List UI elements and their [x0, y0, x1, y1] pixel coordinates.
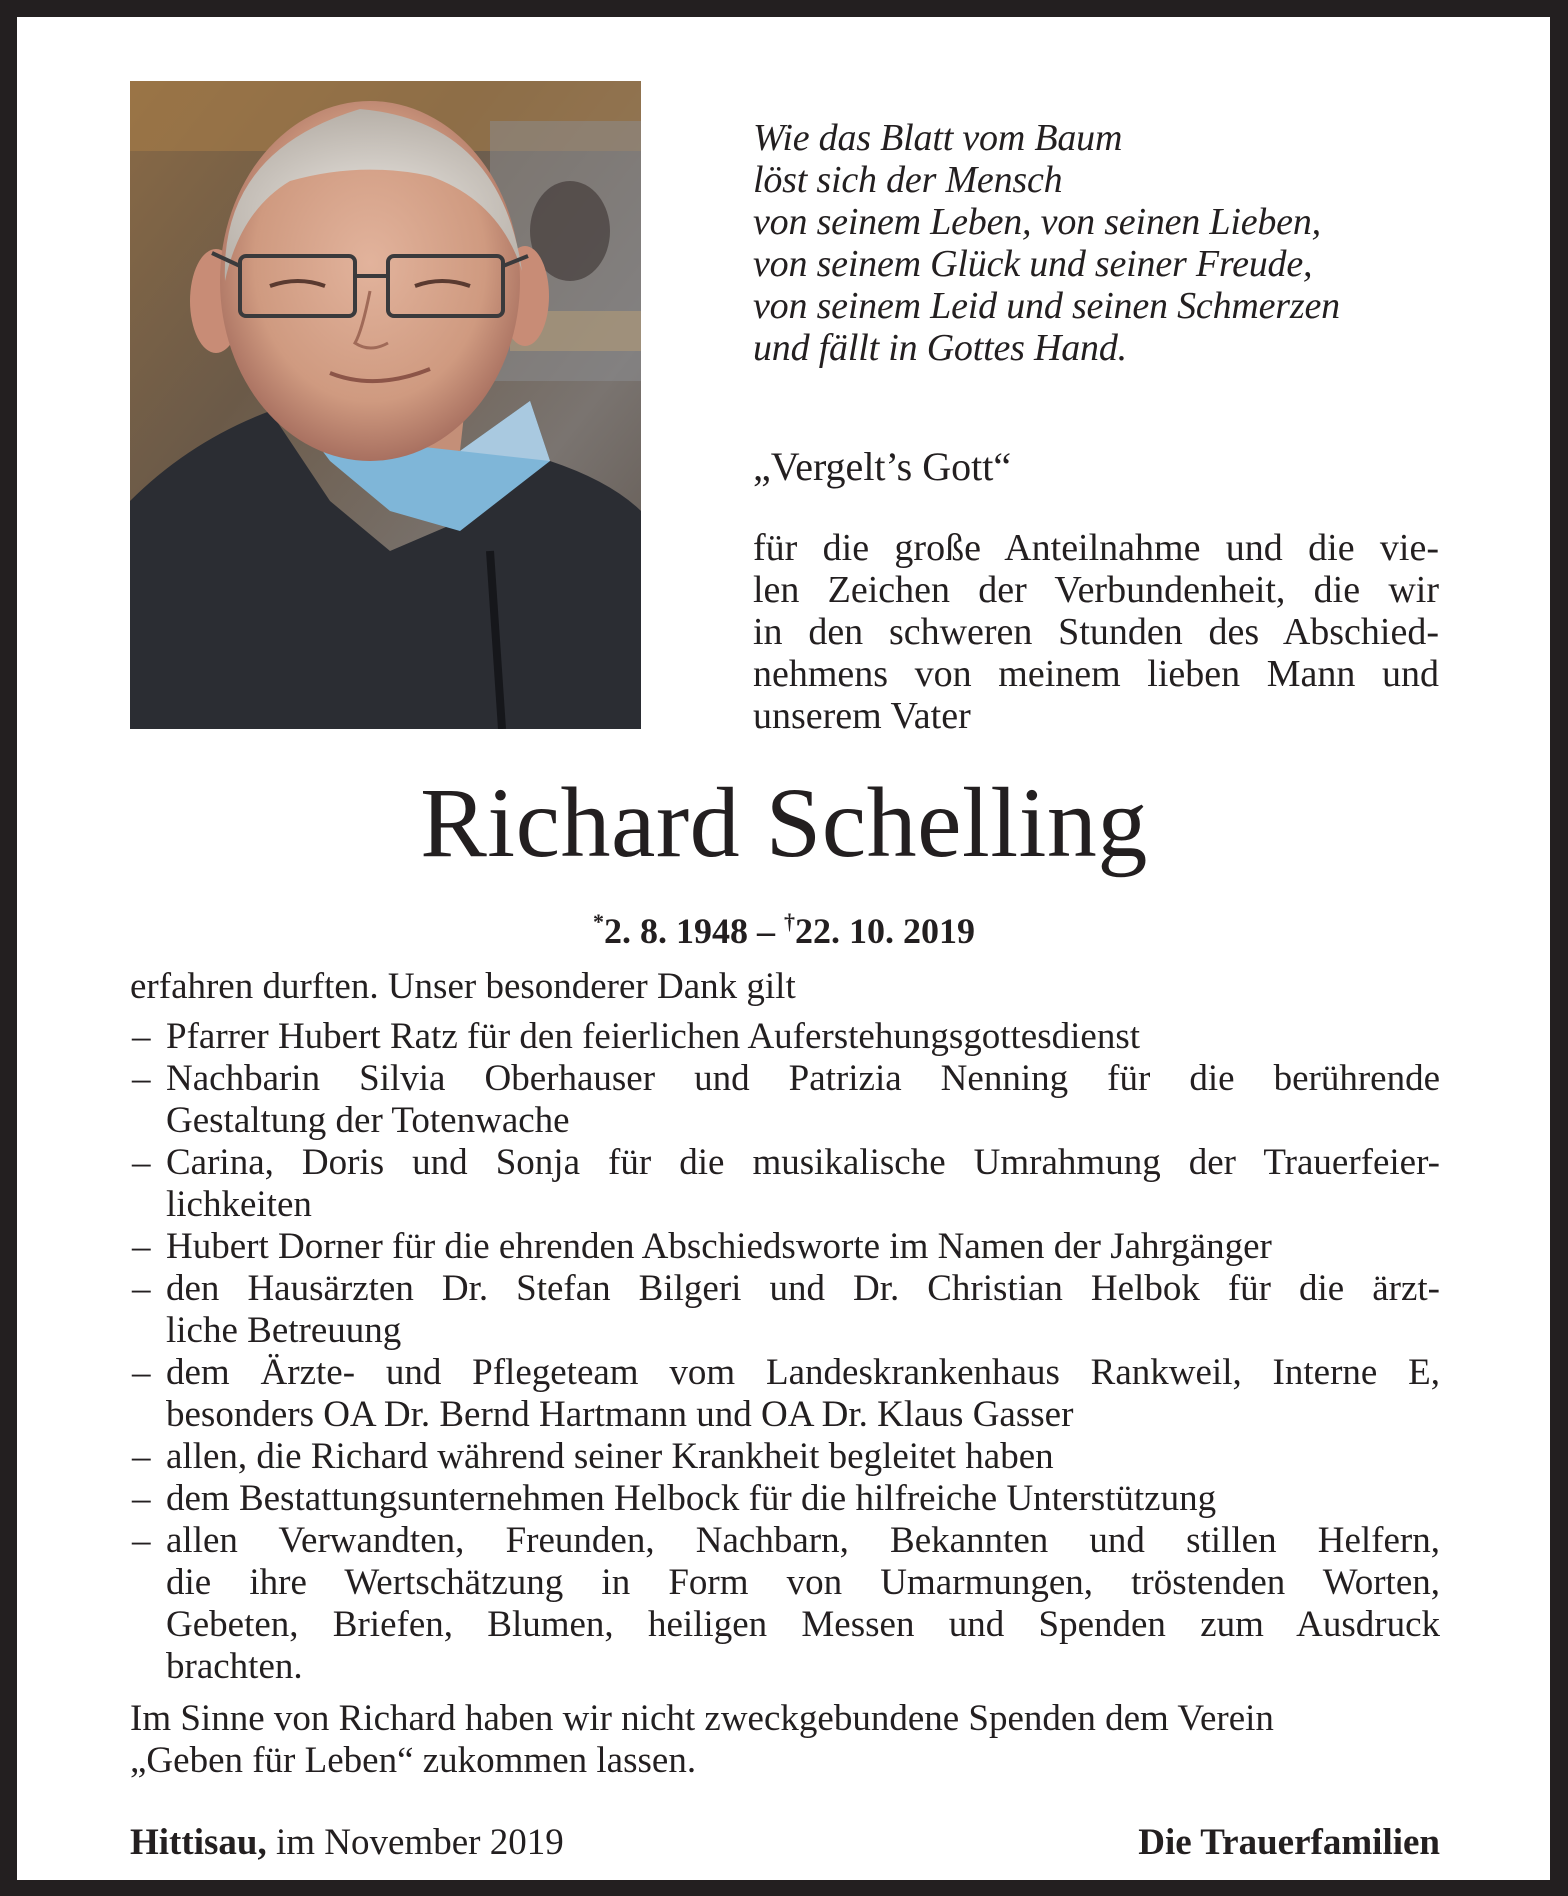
date: im November 2019 [266, 1822, 564, 1863]
list-item-line: allen Verwandten, Freunden, Nachbarn, Bekannten und stillen Helfern, [166, 1520, 1440, 1561]
dash-bullet-icon: – [132, 1436, 151, 1477]
cross-icon: † [784, 909, 795, 934]
place: Hittisau, [130, 1822, 267, 1863]
list-item-line: Carina, Doris und Sonja für die musikalische Umrahmung der Trauerfeier- [166, 1142, 1440, 1183]
deceased-name: Richard Schelling [420, 767, 1148, 878]
dash-bullet-icon: – [132, 1058, 151, 1099]
thanks-line: für die große Anteilnahme und die vie- [753, 527, 1439, 569]
thanks-list [130, 1016, 1440, 1688]
list-item [130, 1058, 1440, 1142]
death-date: 22. 10. 2019 [795, 911, 975, 951]
dash-bullet-icon: – [132, 1478, 151, 1519]
poem-line: löst sich der Mensch [753, 159, 1063, 201]
thanks-intro [753, 527, 1439, 737]
list-item [130, 1478, 1440, 1520]
closing-line: „Geben für Leben“ zukommen lassen. [130, 1740, 697, 1781]
closing-paragraph [130, 1698, 1440, 1782]
list-item-line: dem Ärzte- und Pflegeteam vom Landeskrankenhaus Rankweil, Interne E, [166, 1352, 1440, 1393]
list-item [130, 1268, 1440, 1352]
list-item-line: die ihre Wertschätzung in Form von Umarmungen, tröstenden Worten, [166, 1562, 1440, 1603]
portrait-photo-icon [130, 81, 641, 729]
list-item [130, 1436, 1440, 1478]
closing-line: Im Sinne von Richard haben wir nicht zweckgebundene Spenden dem Verein [130, 1698, 1274, 1739]
list-item-line: Pfarrer Hubert Ratz für den feierlichen Auferstehungsgottesdienst [166, 1016, 1140, 1057]
footer [130, 1820, 1440, 1866]
dash-bullet-icon: – [132, 1520, 151, 1561]
list-item [130, 1016, 1440, 1058]
list-item-line: dem Bestattungsunternehmen Helbock für die hilfreiche Unterstützung [166, 1478, 1217, 1519]
poem-line: von seinem Leid und seinen Schmerzen [753, 285, 1340, 327]
dash-bullet-icon: – [132, 1268, 151, 1309]
thanks-line: in den schweren Stunden des Abschied- [753, 611, 1439, 653]
list-item-line: lichkeiten [166, 1184, 312, 1225]
life-dates [0, 900, 1568, 953]
list-item-line: liche Betreuung [166, 1310, 402, 1351]
list-item-line: Gebeten, Briefen, Blumen, heiligen Messen und Spenden zum Ausdruck [166, 1604, 1440, 1645]
dash-bullet-icon: – [132, 1226, 151, 1267]
dash-bullet-icon: – [132, 1142, 151, 1183]
birth-date: 2. 8. 1948 [604, 911, 748, 951]
place-date [130, 1820, 564, 1866]
thanks-line: nehmens von meinem lieben Mann und [753, 653, 1439, 695]
poem-line: von seinem Leben, von seinen Lieben, [753, 201, 1321, 243]
list-item-line: besonders OA Dr. Bernd Hartmann und OA Dr. Klaus Gasser [166, 1394, 1074, 1435]
date-separator: – [748, 911, 784, 951]
dash-bullet-icon: – [132, 1352, 151, 1393]
poem-line: und fällt in Gottes Hand. [753, 327, 1127, 369]
thanks-heading: „Vergelt’s Gott“ [753, 444, 1012, 489]
signature: Die Trauerfamilien [1138, 1822, 1440, 1863]
list-item-line: brachten. [166, 1646, 303, 1687]
portrait-photo [130, 81, 641, 729]
poem-line: Wie das Blatt vom Baum [753, 117, 1123, 159]
birth-symbol-icon: * [593, 909, 604, 934]
list-item-line: den Hausärzten Dr. Stefan Bilgeri und Dr. Christian Helbok für die ärzt- [166, 1268, 1440, 1309]
thanks-body [130, 966, 1440, 1782]
thanks-line: len Zeichen der Verbundenheit, die wir [753, 569, 1439, 611]
poem [753, 117, 1453, 369]
thanks-body-intro: erfahren durften. Unser besonderer Dank gilt [130, 966, 796, 1007]
list-item [130, 1520, 1440, 1688]
thanks-line: unserem Vater [753, 695, 971, 737]
list-item-line: Nachbarin Silvia Oberhauser und Patrizia Nenning für die berührende [166, 1058, 1440, 1099]
list-item [130, 1226, 1440, 1268]
list-item-line: Gestaltung der Totenwache [166, 1100, 570, 1141]
list-item-line: allen, die Richard während seiner Krankheit begleitet haben [166, 1436, 1054, 1477]
list-item [130, 1142, 1440, 1226]
list-item [130, 1352, 1440, 1436]
dash-bullet-icon: – [132, 1016, 151, 1057]
list-item-line: Hubert Dorner für die ehrenden Abschiedsworte im Namen der Jahrgänger [166, 1226, 1272, 1267]
poem-line: von seinem Glück und seiner Freude, [753, 243, 1313, 285]
